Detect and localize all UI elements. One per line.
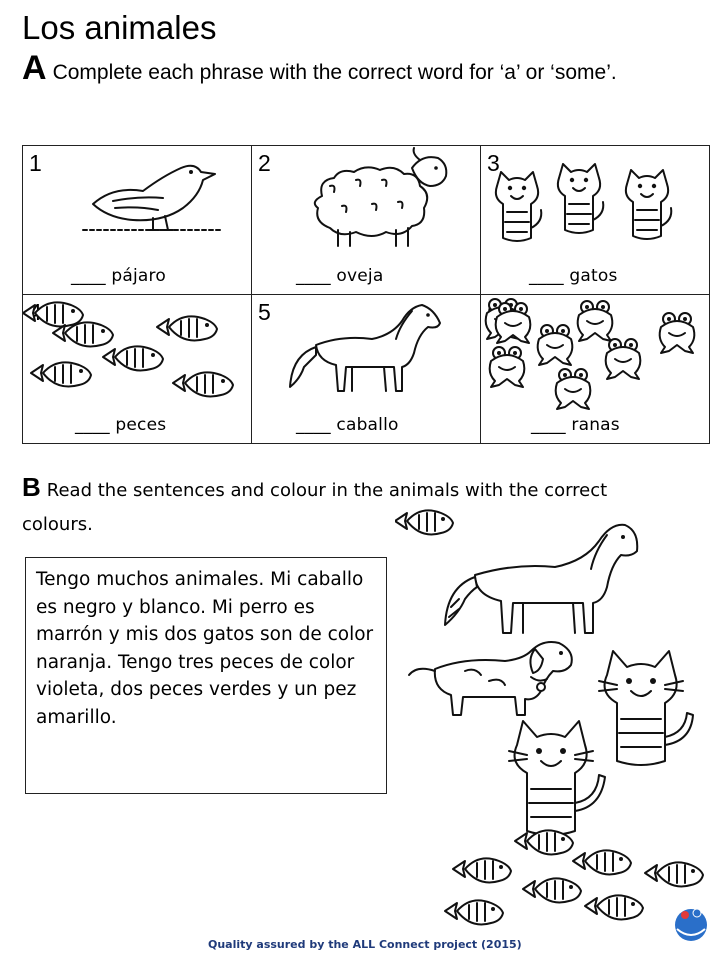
section-b-letter: B	[22, 472, 41, 502]
section-b-text: Read the sentences and colour in the animals with the correct colours.	[22, 480, 608, 535]
cell-caption: ____ caballo	[296, 415, 399, 435]
section-a-letter: A	[22, 49, 47, 87]
grid-cell-4	[23, 295, 252, 444]
grid-cell-6	[481, 295, 710, 444]
grid-cell-1	[23, 146, 252, 295]
cell-caption: ____ pájaro	[71, 266, 166, 286]
all-connect-logo	[675, 909, 707, 941]
grid-cell-2	[252, 146, 481, 295]
animal-grid	[22, 145, 710, 444]
cell-caption: ____ gatos	[529, 266, 618, 286]
cell-number: 5	[258, 299, 271, 325]
page-title: Los animales	[22, 9, 217, 46]
cat-icon	[599, 651, 693, 765]
colouring-animals	[395, 505, 715, 945]
cell-number: 3	[487, 150, 500, 176]
section-a-text: Complete each phrase with the correct word for ‘a’ or ‘some’.	[52, 61, 617, 84]
footer-credit: Quality assured by the ALL Connect project (2015)	[208, 938, 522, 951]
cell-number: 1	[29, 150, 42, 176]
dog-icon	[409, 642, 572, 715]
section-a-instruction	[22, 49, 712, 89]
grid-cell-3	[481, 146, 710, 295]
cell-caption: ____ ranas	[531, 415, 620, 435]
cat-icon	[509, 721, 605, 835]
cell-caption: ____ peces	[75, 415, 167, 435]
cell-caption: ____ oveja	[296, 266, 384, 286]
passage-text: Tengo muchos animales. Mi caballo es negro y blanco. Mi perro es marrón y mis dos gatos son de color naranja. Tengo tres peces de color violeta, dos peces verdes y un pez amarillo.	[36, 569, 374, 728]
cell-number: 2	[258, 150, 271, 176]
passage-box	[25, 557, 387, 794]
grid-cell-5	[252, 295, 481, 444]
horse-icon	[445, 525, 637, 633]
